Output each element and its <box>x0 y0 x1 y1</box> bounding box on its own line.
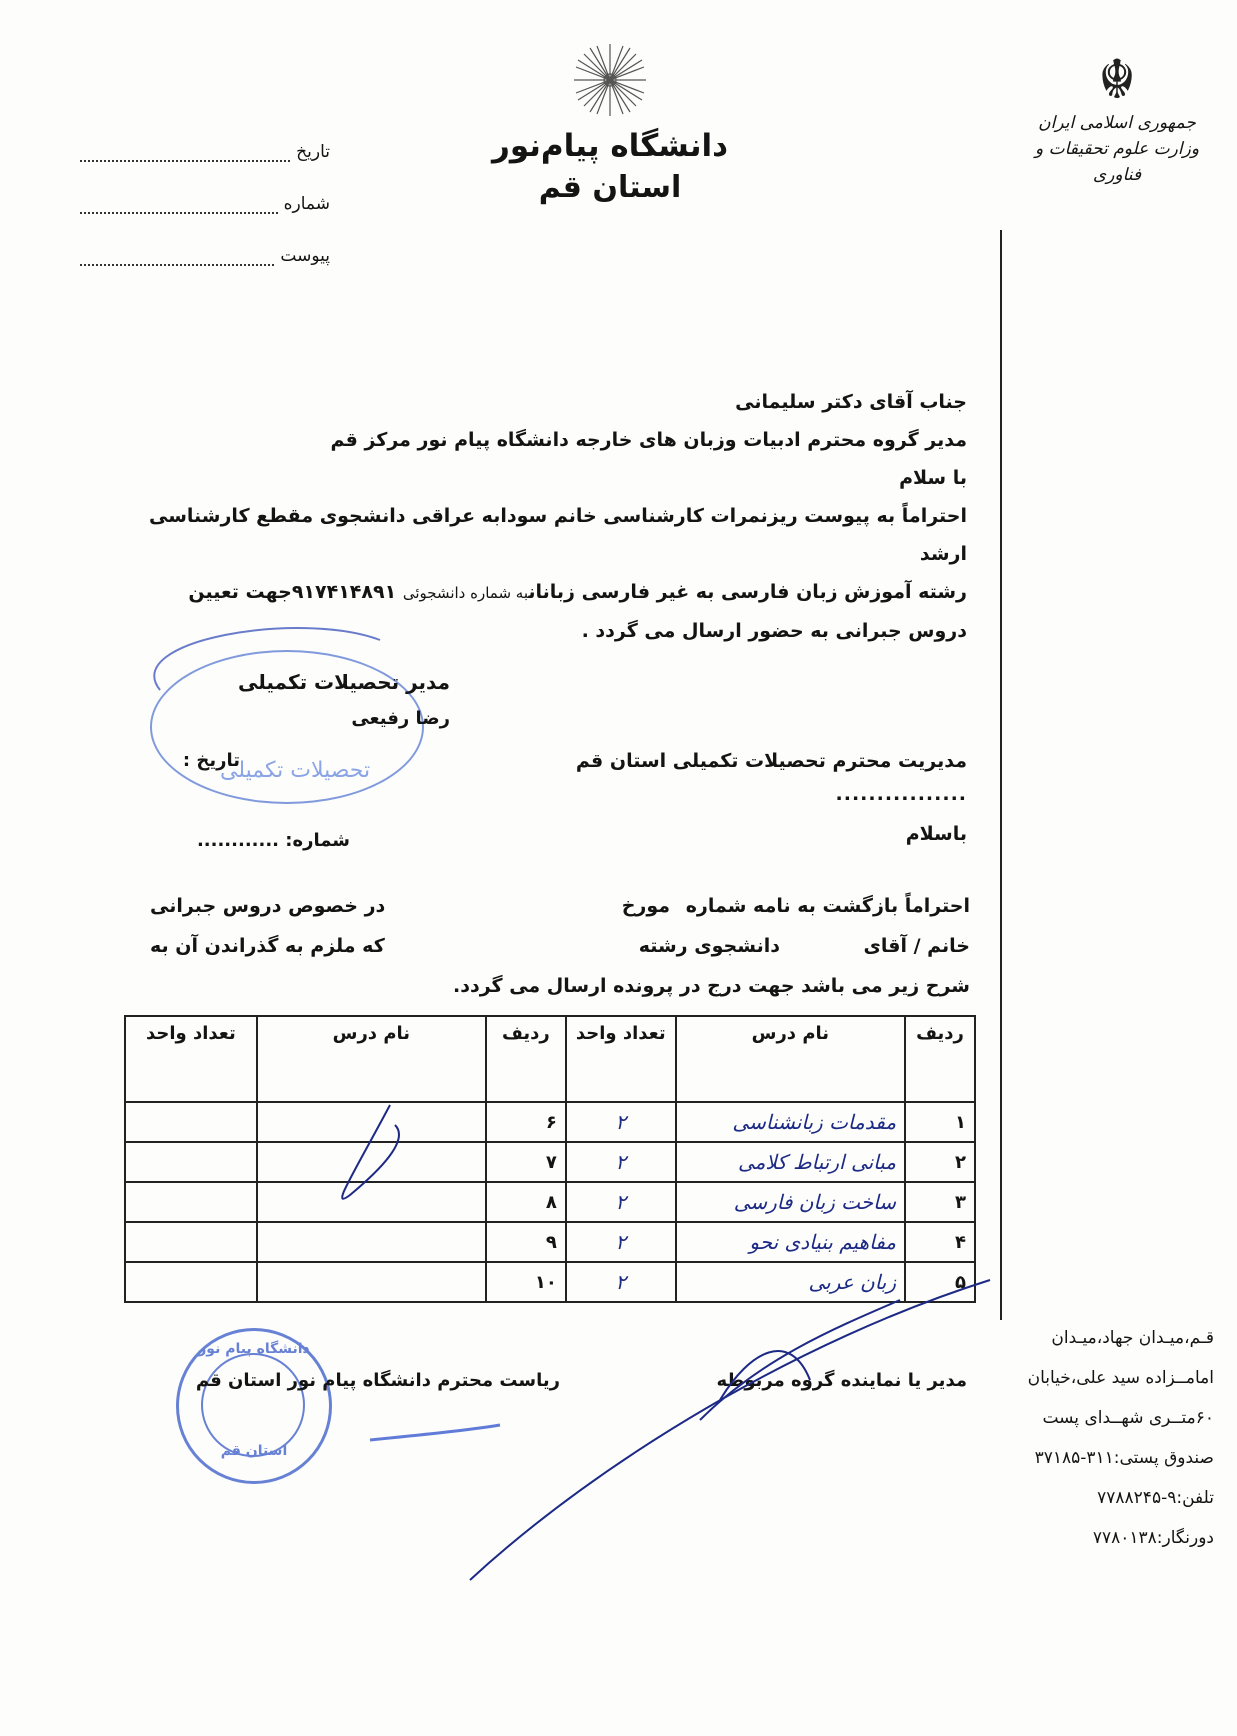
row-number: ۱۰ <box>486 1262 566 1302</box>
address-line: امامــزاده سید علی،خیابان <box>1027 1368 1214 1388</box>
group-manager-label: مدیر یا نماینده گروه مربوطه <box>716 1370 967 1391</box>
course-name: زبان عربی <box>676 1262 905 1302</box>
row-number: ۶ <box>486 1102 566 1142</box>
row-number: ۷ <box>486 1142 566 1182</box>
col-header: تعداد واحد <box>566 1016 676 1102</box>
col-header: ردیف <box>905 1016 975 1102</box>
ink-stroke-manager-signature <box>700 1300 900 1420</box>
row-number: ۴ <box>905 1222 975 1262</box>
section2-addressee: مدیریت محترم تحصیلات تکمیلی استان قم <box>575 750 967 772</box>
seal-top-text: دانشگاه پیام نور <box>198 1341 310 1357</box>
address-line: تلفن:۹-۷۷۸۸۲۴۵ <box>1097 1488 1214 1508</box>
row-number: ۲ <box>905 1142 975 1182</box>
course-units: ۲ <box>566 1182 676 1222</box>
course-name: ساخت زبان فارسی <box>676 1182 905 1222</box>
body-line-1: احتراماً به پیوست ریزنمرات کارشناسی خانم سودابه عراقی دانشجوی مقطع کارشناسی ارشد <box>148 505 967 565</box>
ministry-line1: جمهوری اسلامی ایران <box>1038 113 1196 133</box>
line-a-mid: مورخ <box>621 895 670 917</box>
line-b-mid: دانشجوی رشته <box>638 935 780 957</box>
line-c-text: شرح زیر می باشد جهت درج در پرونده ارسال می گردد. <box>453 975 970 997</box>
row-number: ۵ <box>905 1262 975 1302</box>
row-number: ۸ <box>486 1182 566 1222</box>
course-units: ۲ <box>566 1142 676 1182</box>
attachment-label: پیوست <box>280 246 330 266</box>
greeting: با سلام <box>899 467 967 489</box>
ink-stroke-table-check <box>342 1105 399 1199</box>
address-line: صندوق پستی:۳۱۱-۳۷۱۸۵ <box>1034 1448 1214 1468</box>
line-a-right: احتراماً بازگشت به نامه شماره <box>685 895 970 917</box>
university-name: دانشگاه پیام‌نور <box>491 128 729 164</box>
body-line-2-small: به شماره دانشجوئی <box>402 584 529 602</box>
row-number: ۹ <box>486 1222 566 1262</box>
address-block <box>982 1318 1214 1558</box>
course-units: ۲ <box>566 1222 676 1262</box>
stamp-date-label: تاریخ : <box>182 750 240 771</box>
addressee-title: مدیر گروه محترم ادبیات وزبان های خارجه دانشگاه پیام نور مرکز قم <box>330 429 967 451</box>
address-line: ۶۰متــری شهــدای پست <box>1042 1408 1214 1428</box>
province-name: استان قم <box>538 170 682 205</box>
iran-emblem-icon: ☬ <box>1097 48 1137 111</box>
col-header: تعداد واحد <box>125 1016 257 1102</box>
course-name: مبانی ارتباط کلامی <box>676 1142 905 1182</box>
seal-bottom-text: استان قم <box>220 1443 288 1459</box>
row-number: ۱ <box>905 1102 975 1142</box>
ink-stroke-long-diagonal <box>470 1280 990 1580</box>
ministry-line2: وزارت علوم تحقیقات و فناوری <box>1034 139 1200 185</box>
stamp-number-label: شماره: ............ <box>196 830 350 851</box>
ink-stroke-president-signature <box>370 1425 500 1440</box>
line-b-left: که ملزم به گذراندن آن به <box>150 935 385 957</box>
course-name: مفاهیم بنیادی نحو <box>676 1222 905 1262</box>
col-header: نام درس <box>257 1016 486 1102</box>
address-line: قـم،میـدان جهاد،میـدان <box>1051 1328 1214 1348</box>
body-line-2a: رشته آموزش زبان فارسی به غیر فارسی زبانان <box>528 581 967 603</box>
president-label: ریاست محترم دانشگاه پیام نور استان قم <box>195 1370 560 1391</box>
line-a-left: در خصوص دروس جبرانی <box>150 895 386 917</box>
line-b-right: خانم / آقای <box>863 935 970 957</box>
stamp-name: رضا رفیعی <box>351 708 450 729</box>
row-number: ۳ <box>905 1182 975 1222</box>
stamp-title: مدیر تحصیلات تکمیلی <box>237 670 450 694</box>
body-line-3: دروس جبرانی به حضور ارسال می گردد . <box>581 620 967 642</box>
section2-dots: ................ <box>835 783 967 805</box>
ink-stroke-stamp-loop <box>154 628 380 690</box>
address-line: دورنگار:۷۷۸۰۱۳۸ <box>1092 1528 1214 1548</box>
body-line-2b: ۹۱۷۴۱۴۸۹۱جهت تعیین <box>188 581 397 603</box>
col-header: نام درس <box>676 1016 905 1102</box>
course-units: ۲ <box>566 1102 676 1142</box>
section2-greeting: باسلام <box>905 823 967 845</box>
col-header: ردیف <box>486 1016 566 1102</box>
course-name: مقدمات زبانشناسی <box>676 1102 905 1142</box>
stamp-inner-text: تحصیلات تکمیلی <box>220 758 371 783</box>
number-label: شماره <box>283 194 330 214</box>
course-units: ۲ <box>566 1262 676 1302</box>
addressee: جناب آقای دکتر سلیمانی <box>735 391 967 413</box>
date-label: تاریخ <box>296 142 330 162</box>
